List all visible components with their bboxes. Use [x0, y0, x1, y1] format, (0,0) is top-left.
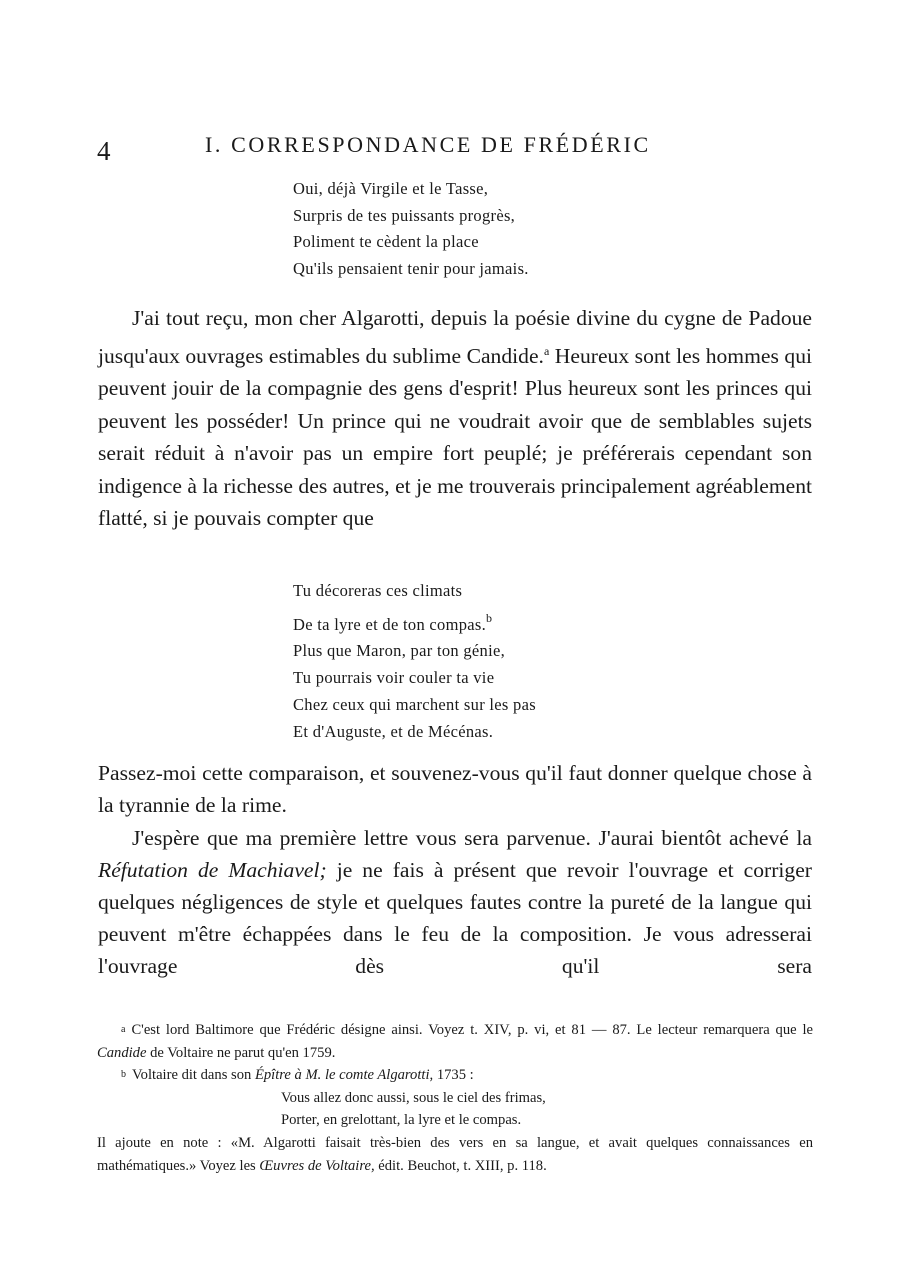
verse-line: Tu décoreras ces climats	[293, 581, 463, 600]
verse-line: Chez ceux qui marchent sur les pas	[293, 694, 536, 714]
verse-line: Tu pourrais voir couler ta vie	[293, 668, 495, 688]
footnote-title: Œuvres de Voltaire,	[259, 1157, 375, 1174]
footnote-text: C'est lord Baltimore que Frédéric désigne ainsi. Voyez t. XIV, p. vi, et 81 — 87. Le lecteur remarquera que le	[131, 1022, 813, 1038]
paragraph-text: J'ai tout reçu, mon cher Algarotti, depuis la poésie divine du cygne de Padoue jusqu'aux ouvrages estimables du sublime Candide.	[98, 306, 812, 368]
verse-block-2	[293, 578, 536, 745]
paragraph-text: J'espère que ma première lettre vous sera parvenue. J'aurai bientôt achevé la	[132, 826, 812, 850]
footnote-text: de Voltaire ne parut qu'en 1759.	[146, 1044, 336, 1061]
verse-line: Plus que Maron, par ton génie,	[293, 641, 506, 661]
footnote-title: Épître à M. le comte Algarotti,	[254, 1067, 434, 1084]
footnote-mark: b	[121, 1069, 126, 1081]
footnote-title: Candide	[97, 1044, 147, 1061]
verse-line: Poliment te cèdent la place	[293, 232, 479, 251]
footnote-b	[97, 1064, 813, 1087]
footnote-text: Il ajoute en note : «M. Algarotti faisait très-bien des vers en sa langue, et avait quelques connaissances en mathématiques.» Voyez les	[97, 1134, 813, 1174]
book-title: Réfutation de Machiavel;	[98, 858, 327, 882]
paragraph-text: je ne fais à présent que revoir l'ouvrage et corriger quelques négligences de style et quelques fautes contre la pureté de la langue qui peuvent m'être échappées dans le feu de la composition. Je vous adresserai l'ouvrage dès qu'il sera	[98, 858, 812, 978]
footnote-mark-a: a	[543, 343, 550, 358]
running-head: I. CORRESPONDANCE DE FRÉDÉRIC	[205, 132, 651, 157]
paragraph-3	[98, 822, 812, 982]
verse-line: Et d'Auguste, et de Mécénas.	[293, 721, 494, 741]
page-number: 4	[97, 136, 111, 166]
footnote-text: 1735 :	[433, 1067, 474, 1084]
footnote-verse-line: Porter, en grelottant, la lyre et le compas.	[281, 1112, 522, 1129]
footnote-text: Voltaire dit dans son	[132, 1067, 255, 1084]
paragraph-text: Heureux sont les hommes qui peuvent jouir de la compagnie des gens d'esprit! Plus heureux sont les princes qui peuvent les posséder! Un prince qui ne voudrait avoir que de semblables sujets serait réduit à n'avoir pas un empire fort peuplé; je préférerais cependant son indigence à la richesse des autres, et je me trouverais principalement agréablement flatté, si je pouvais compter que	[98, 343, 812, 530]
verse-block-1	[293, 176, 529, 282]
verse-line-text: De ta lyre et de ton compas.	[293, 614, 487, 634]
footnote-verse-line: Vous allez donc aussi, sous le ciel des frimas,	[281, 1089, 546, 1106]
paragraph-1	[98, 302, 812, 535]
footnote-b-continuation	[97, 1132, 813, 1177]
footnote-mark: a	[121, 1024, 126, 1035]
verse-line: Surpris de tes puissants progrès,	[293, 205, 516, 225]
paragraph-2: Passez-moi cette comparaison, et souvenez-vous qu'il faut donner quelque chose à la tyrannie de la rime.	[98, 761, 812, 817]
verse-line: Qu'ils pensaient tenir pour jamais.	[293, 258, 529, 278]
footnote-text: édit. Beuchot, t. XIII, p. 118.	[374, 1157, 547, 1174]
footnote-a	[97, 1019, 813, 1064]
verse-line	[293, 605, 536, 639]
verse-line: Oui, déjà Virgile et le Tasse,	[293, 179, 489, 198]
footnotes	[97, 1019, 813, 1177]
footnote-mark-b: b	[486, 610, 493, 625]
